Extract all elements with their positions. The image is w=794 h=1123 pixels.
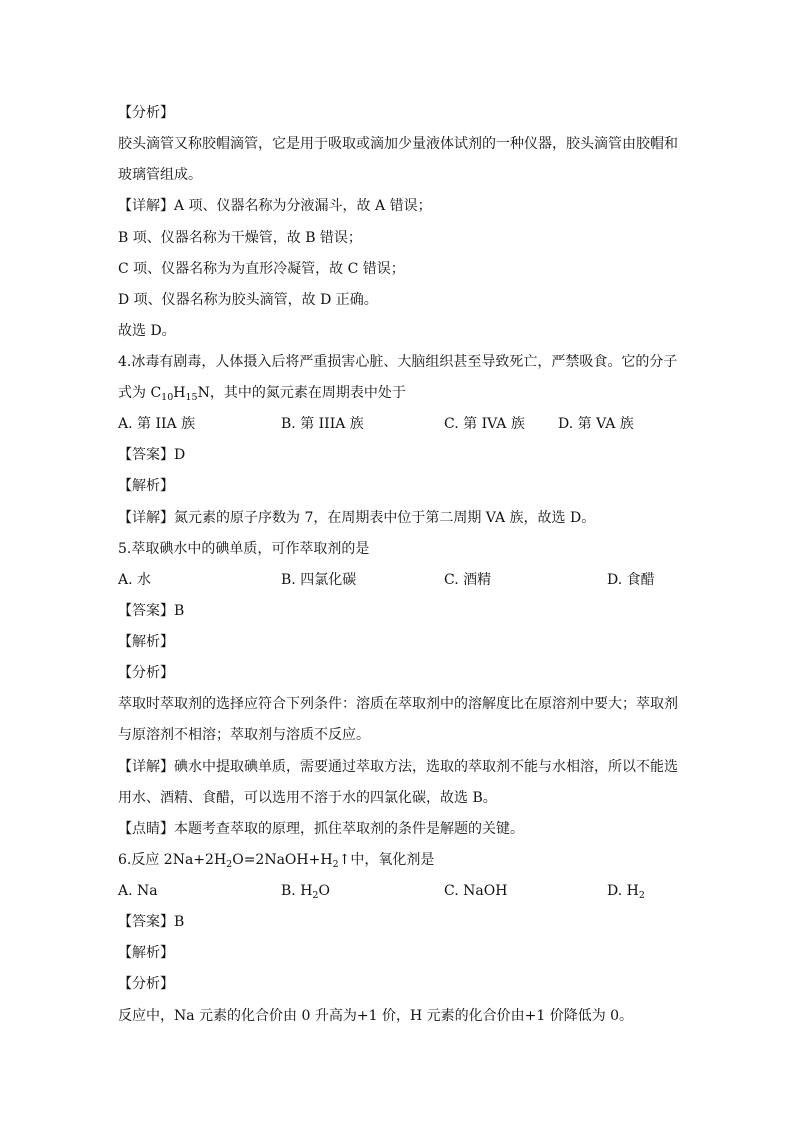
- text-line: 玻璃管组成。: [118, 167, 202, 183]
- option-c: C. NaOH: [444, 883, 508, 899]
- text-line: 反应中，Na 元素的化合价由 0 升高为+1 价，H 元素的化合价由+1 价降低为 0。: [118, 1008, 634, 1024]
- option-d: [607, 881, 645, 901]
- section-label-analysis: 【分析】: [118, 665, 174, 681]
- option-b: [281, 881, 330, 901]
- explanation-label: 【解析】: [118, 945, 174, 961]
- option-b-text: B. H: [281, 883, 313, 899]
- text-line: D 项、仪器名称为胶头滴管，故 D 正确。: [118, 292, 378, 308]
- text-line: C 项、仪器名称为为直形冷凝管，故 C 错误；: [118, 261, 405, 277]
- option-a: A. 水: [118, 572, 152, 588]
- question-6-stem: [118, 850, 718, 870]
- stem-text: ↑中，氧化剂是: [338, 852, 435, 868]
- formula-text: N，其中的氮元素在周期表中处于: [197, 385, 406, 401]
- question-5-stem: 5.萃取碘水中的碘单质，可作萃取剂的是: [118, 541, 370, 557]
- subscript: 2: [638, 890, 645, 901]
- option-d-text: D. H: [607, 883, 639, 899]
- formula-text: H: [173, 385, 186, 401]
- detail-line: 【详解】氮元素的原子序数为 7，在周期表中位于第二周期 VA 族，故选 D。: [118, 510, 596, 526]
- section-label-analysis: 【分析】: [118, 976, 174, 992]
- option-d: D. 第 VA 族: [558, 416, 634, 432]
- text-line: B 项、仪器名称为干燥管，故 B 错误；: [118, 230, 362, 246]
- section-label-analysis: 【分析】: [118, 105, 174, 121]
- detail-line: 【详解】A 项、仪器名称为分液漏斗，故 A 错误；: [118, 198, 432, 214]
- question-4-formula-line: [118, 383, 718, 403]
- answer-label: 【答案】D: [118, 447, 186, 463]
- option-d: D. 食醋: [607, 572, 655, 588]
- option-b: B. 第 IIIA 族: [281, 416, 364, 432]
- option-a: A. 第 IIA 族: [118, 416, 196, 432]
- option-b-text: O: [318, 883, 330, 899]
- stem-text: 6.反应 2Na+2H: [118, 852, 227, 868]
- subscript: 10: [161, 392, 174, 403]
- stem-text: O=2NaOH+H: [232, 852, 333, 868]
- formula-text: 式为 C: [118, 385, 162, 401]
- subscript: 2: [226, 859, 233, 870]
- subscript: 15: [185, 392, 198, 403]
- text-line: 故选 D。: [118, 323, 176, 339]
- key-point-line: 【点睛】本题考查萃取的原理，抓住萃取剂的条件是解题的关键。: [118, 821, 524, 837]
- answer-label: 【答案】B: [118, 914, 185, 930]
- option-c: C. 第 IVA 族: [444, 416, 525, 432]
- text-line: 与原溶剂不相溶；萃取剂与溶质不反应。: [118, 727, 370, 743]
- option-b: B. 四氯化碳: [281, 572, 357, 588]
- text-line: 胶头滴管又称胶帽滴管，它是用于吸取或滴加少量液体试剂的一种仪器，胶头滴管由胶帽和: [118, 136, 678, 152]
- text-line: 用水、酒精、食醋，可以选用不溶于水的四氯化碳，故选 B。: [118, 790, 497, 806]
- detail-line: 【详解】碘水中提取碘单质，需要通过萃取方法，选取的萃取剂不能与水相溶，所以不能选: [118, 759, 678, 775]
- option-c: C. 酒精: [444, 572, 492, 588]
- explanation-label: 【解析】: [118, 634, 174, 650]
- option-a: A. Na: [118, 883, 158, 899]
- explanation-label: 【解析】: [118, 478, 174, 494]
- question-4-stem: 4.冰毒有剧毒，人体摄入后将严重损害心脏、大脑组织甚至导致死亡，严禁吸食。它的分子: [118, 354, 678, 370]
- text-line: 萃取时萃取剂的选择应符合下列条件：溶质在萃取剂中的溶解度比在原溶剂中要大；萃取剂: [118, 696, 678, 712]
- subscript: 2: [312, 890, 319, 901]
- answer-label: 【答案】B: [118, 603, 185, 619]
- subscript: 2: [332, 859, 339, 870]
